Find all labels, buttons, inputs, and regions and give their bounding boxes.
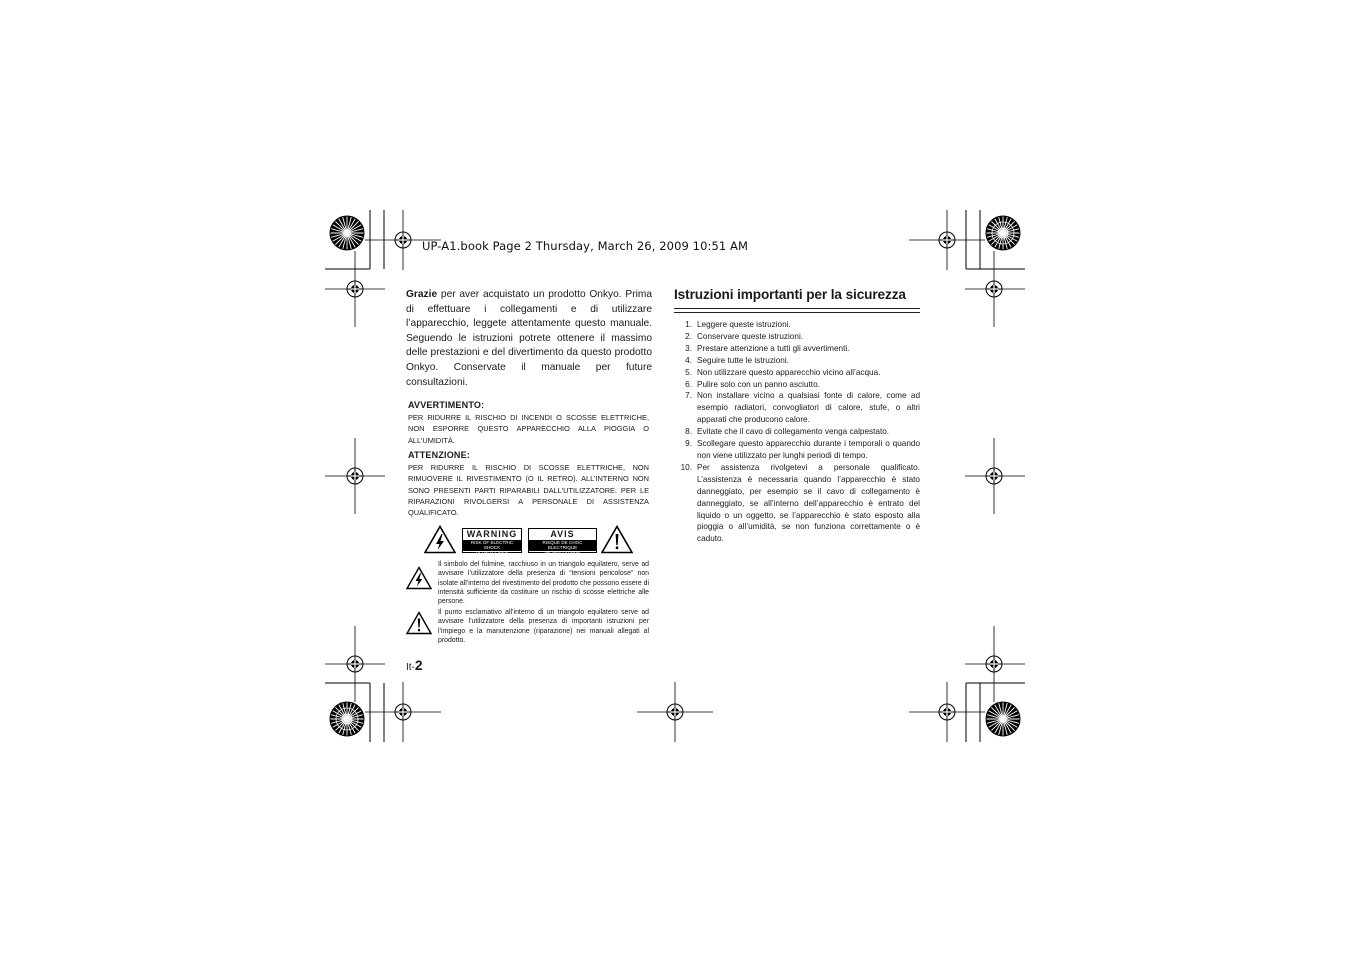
list-item-text: Pulire solo con un panno asciutto.: [697, 379, 820, 389]
avis-label-sub: [529, 540, 596, 556]
list-item-number: 7.: [685, 391, 692, 401]
list-item-number: 10.: [680, 462, 692, 472]
list-item-text: Evitate che il cavo di collegamento venga calpestato.: [697, 427, 890, 437]
list-item-number: 3.: [685, 343, 692, 353]
lightning-triangle-icon: [424, 525, 456, 554]
list-item-text: Prestare attenzione a tutti gli avvertimenti.: [697, 343, 850, 353]
safety-title: Istruzioni importanti per la sicurezza: [674, 287, 906, 302]
page-number-prefix: It-: [406, 662, 415, 673]
intro-text: per aver acquistato un prodotto Onkyo. Prima di effettuare i collegamenti e di utilizzare l’apparecchio, leggete attentamente questo manuale. Seguendo le istruzioni potrete ottenere il massimo delle prestazioni e del divertimento da questo prodotto Onkyo. Conservate il manuale per future consultazioni.: [406, 289, 652, 388]
list-item-number: 5.: [685, 367, 692, 377]
avis-label-title: AVIS: [550, 529, 575, 539]
warning-label-sub: [463, 540, 521, 556]
page-number-value: 2: [414, 657, 423, 673]
warning-label-line1: RISK OF ELECTRIC SHOCK: [470, 540, 514, 551]
list-item-text: Per assistenza rivolgetevi a personale qualificato. L’assistenza è necessaria quando l’apparecchio è stato danneggiato, per esempio se il cavo di collegamento è danneggiato, se all’interno dell’apparecchio è entrato del liquido o un oggetto, se l’apparecchio è stato esposto alla pioggia o all’umidità, se non funziona correttamente o è caduto.: [697, 462, 920, 544]
avis-label: [528, 528, 597, 556]
title-double-rule: [674, 308, 920, 313]
page-number: [406, 657, 423, 673]
list-item-number: 1.: [685, 320, 692, 329]
warning-label-title: WARNING: [466, 529, 518, 539]
exclamation-symbol-icon: [406, 611, 432, 635]
list-item: [674, 343, 920, 355]
attenzione-text: PER RIDURRE IL RISCHIO DI SCOSSE ELETTRICHE, NON RIMUOVERE IL RIVESTIMENTO (O IL RETRO). ALL’INTERNO NON SONO PRESENTI PARTI RIPARABILI DALL’UTILIZZATORE. PER LE RIPARAZIONI RIVOLGERSI A PERSONALE DI ASSISTENZA QUALIFICATO.: [408, 463, 649, 518]
lightning-symbol-note: Il simbolo del fulmine, racchiuso in un triangolo equilatero, serve ad avvisare l’utilizzatore della presenza di “tensioni pericolose” non isolate all’interno del rivestimento del prodotto che possono essere di intensità sufficiente da costituire un rischio di scosse elettriche alle persone.: [438, 561, 649, 606]
list-item-text: Conservare queste istruzioni.: [697, 331, 804, 341]
lightning-symbol-icon: [406, 566, 432, 590]
list-item-number: 4.: [685, 355, 692, 365]
attenzione-heading: ATTENZIONE:: [408, 450, 471, 460]
attenzione-block: [408, 450, 649, 518]
list-item-text: Leggere queste istruzioni.: [697, 320, 791, 329]
book-file-header: UP-A1.book Page 2 Thursday, March 26, 2009 10:51 AM: [422, 239, 749, 253]
avis-label-line2: NE PAS OUVRIR: [544, 550, 581, 556]
list-item: [674, 438, 920, 462]
avvertimento-text: PER RIDURRE IL RISCHIO DI INCENDI O SCOSSE ELETTRICHE, NON ESPORRE QUESTO APPARECCHIO ALLA PIOGGIA O ALL’UMIDITÀ.: [408, 413, 649, 445]
intro-paragraph: [406, 288, 652, 390]
avis-label-line1: RISQUE DE CHOC ELECTRIQUE: [542, 540, 583, 551]
safety-instruction-list: [674, 319, 920, 545]
list-item: [674, 426, 920, 438]
list-item-number: 6.: [685, 379, 692, 389]
list-item-text: Scollegare questo apparecchio durante i temporali o quando non viene utilizzato per lunghi periodi di tempo.: [697, 439, 920, 460]
exclamation-triangle-icon: [601, 525, 633, 554]
list-item-number: 2.: [685, 331, 692, 341]
avvertimento-block: [408, 400, 649, 446]
list-item-text: Non utilizzare questo apparecchio vicino all’acqua.: [697, 367, 881, 377]
warning-label: [462, 528, 522, 556]
exclamation-symbol-note: Il punto esclamativo all’interno di un triangolo equilatero serve ad avvisare l’utilizzatore della presenza di importanti istruzioni per l’impiego e la manutenzione (riparazione) nei manuali allegati al prodotto.: [438, 609, 649, 644]
list-item: [674, 355, 920, 367]
list-item-number: 9.: [685, 439, 692, 449]
list-item: [674, 331, 920, 343]
warning-label-line2: DO NOT OPEN: [475, 550, 509, 556]
list-item-number: 8.: [685, 427, 692, 437]
intro-bold-lead: Grazie: [406, 289, 438, 300]
list-item: [674, 319, 920, 331]
list-item: [674, 390, 920, 426]
list-item: [674, 379, 920, 391]
list-item-text: Non installare vicino a qualsiasi fonte di calore, come ad esempio radiatori, convogliatori di calore, stufe, o altri apparati che producono calore.: [697, 391, 920, 425]
list-item-text: Seguire tutte le istruzioni.: [697, 355, 789, 365]
list-item: [674, 462, 920, 545]
list-item: [674, 367, 920, 379]
avvertimento-heading: AVVERTIMENTO:: [408, 400, 485, 410]
